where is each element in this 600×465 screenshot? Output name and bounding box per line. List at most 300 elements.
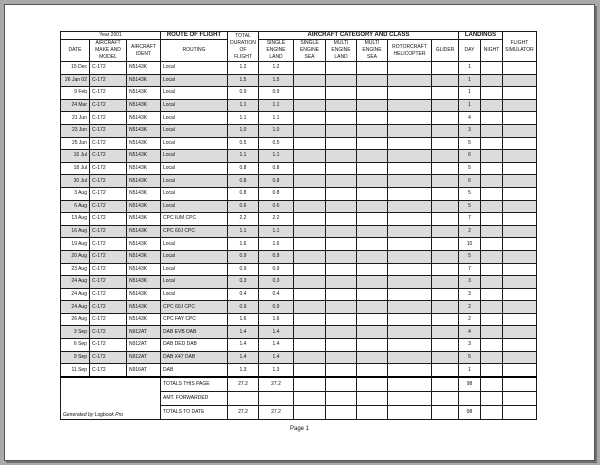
mel-cell: [326, 250, 357, 263]
make-model-cell: C-172: [90, 326, 127, 339]
mes-cell: [357, 351, 388, 364]
routing-cell: Local: [161, 124, 228, 137]
totals-to-date-day: 98: [459, 405, 481, 419]
ses-cell: [294, 162, 326, 175]
sel-cell: 0.8: [259, 162, 294, 175]
simulator-cell: [503, 288, 537, 301]
table-row: [61, 124, 537, 137]
make-model-cell: C-172: [90, 137, 127, 150]
rotorcraft-cell: [388, 162, 432, 175]
make-model-cell: C-172: [90, 339, 127, 352]
blank-cell: [357, 405, 388, 419]
make-model-cell: C-172: [90, 238, 127, 251]
make-model-cell: C-172: [90, 87, 127, 100]
rotorcraft-cell: [388, 326, 432, 339]
routing-cell: Local: [161, 62, 228, 75]
ses-header: SINGLE ENGINE SEA: [294, 40, 326, 62]
table-row: [61, 87, 537, 100]
date-cell: 26 Aug: [61, 313, 90, 326]
table-row: [61, 288, 537, 301]
mes-cell: [357, 187, 388, 200]
night-landings-cell: [481, 200, 503, 213]
duration-cell: 0.6: [228, 200, 259, 213]
mes-cell: [357, 200, 388, 213]
sel-cell: 1.3: [259, 364, 294, 377]
date-cell: 16 Aug: [61, 225, 90, 238]
mes-cell: [357, 288, 388, 301]
night-landings-cell: [481, 339, 503, 352]
routing-cell: Local: [161, 276, 228, 289]
table-row: [61, 162, 537, 175]
date-cell: 3 Aug: [61, 187, 90, 200]
mes-cell: [357, 364, 388, 377]
ses-cell: [294, 150, 326, 163]
simulator-cell: [503, 351, 537, 364]
day-landings-cell: 7: [459, 213, 481, 226]
mel-cell: [326, 162, 357, 175]
table-row: [61, 225, 537, 238]
mes-cell: [357, 326, 388, 339]
ses-cell: [294, 124, 326, 137]
blank-cell: [294, 391, 326, 405]
make-model-cell: C-172: [90, 351, 127, 364]
mes-cell: [357, 301, 388, 314]
make-model-cell: C-172: [90, 162, 127, 175]
sel-cell: 0.6: [259, 200, 294, 213]
rotorcraft-cell: [388, 200, 432, 213]
duration-cell: 1.5: [228, 74, 259, 87]
routing-cell: Local: [161, 74, 228, 87]
routing-cell: Local: [161, 150, 228, 163]
night-landings-cell: [481, 238, 503, 251]
simulator-cell: [503, 276, 537, 289]
glider-cell: [432, 263, 459, 276]
day-header: DAY: [459, 40, 481, 62]
make-model-cell: C-172: [90, 313, 127, 326]
night-landings-cell: [481, 263, 503, 276]
mel-cell: [326, 326, 357, 339]
sel-cell: 0.3: [259, 276, 294, 289]
duration-cell: 0.9: [228, 263, 259, 276]
ident-cell: N5143K: [127, 137, 161, 150]
ident-cell: N916AT: [127, 364, 161, 377]
sel-cell: 1.1: [259, 99, 294, 112]
table-row: [61, 339, 537, 352]
table-row: [61, 351, 537, 364]
day-landings-cell: 3: [459, 124, 481, 137]
glider-cell: [432, 288, 459, 301]
day-landings-cell: 5: [459, 137, 481, 150]
ident-cell: N5143K: [127, 213, 161, 226]
mes-cell: [357, 87, 388, 100]
glider-cell: [432, 112, 459, 125]
day-landings-cell: 6: [459, 175, 481, 188]
date-header: DATE: [61, 40, 90, 62]
make-model-cell: C-172: [90, 301, 127, 314]
rotorcraft-cell: [388, 137, 432, 150]
duration-cell: 0.9: [228, 250, 259, 263]
mel-cell: [326, 276, 357, 289]
glider-cell: [432, 238, 459, 251]
night-landings-cell: [481, 162, 503, 175]
sel-cell: 0.9: [259, 250, 294, 263]
sel-cell: 1.4: [259, 339, 294, 352]
date-cell: 15 Dec: [61, 62, 90, 75]
ses-cell: [294, 351, 326, 364]
day-landings-cell: 4: [459, 112, 481, 125]
blank-cell: [481, 405, 503, 419]
totals-this-page-duration: 27.2: [228, 377, 259, 392]
make-model-cell: C-172: [90, 62, 127, 75]
ses-cell: [294, 175, 326, 188]
glider-cell: [432, 99, 459, 112]
make-model-cell: C-172: [90, 250, 127, 263]
ident-cell: N5143K: [127, 175, 161, 188]
routing-cell: CPC IUM CPC: [161, 213, 228, 226]
glider-cell: [432, 150, 459, 163]
sel-cell: 1.6: [259, 313, 294, 326]
generated-by-note: Generated by Logbook Pro: [61, 377, 161, 420]
glider-cell: [432, 250, 459, 263]
ident-cell: N5143K: [127, 124, 161, 137]
glider-cell: [432, 62, 459, 75]
totals-block: [61, 377, 537, 420]
glider-cell: [432, 364, 459, 377]
blank-cell: [388, 377, 432, 392]
glider-cell: [432, 124, 459, 137]
table-row: [61, 74, 537, 87]
ses-cell: [294, 313, 326, 326]
routing-cell: Local: [161, 250, 228, 263]
night-landings-cell: [481, 276, 503, 289]
night-header: NIGHT: [481, 40, 503, 62]
blank-cell: [503, 405, 537, 419]
night-landings-cell: [481, 326, 503, 339]
mel-cell: [326, 213, 357, 226]
sel-cell: 1.1: [259, 225, 294, 238]
ident-cell: N5143K: [127, 238, 161, 251]
duration-cell: 0.5: [228, 137, 259, 150]
routing-cell: Local: [161, 99, 228, 112]
rotorcraft-cell: [388, 175, 432, 188]
routing-cell: CPC 60J CPC: [161, 301, 228, 314]
duration-cell: 1.0: [228, 124, 259, 137]
ident-cell: N5143K: [127, 276, 161, 289]
routing-cell: Local: [161, 200, 228, 213]
glider-cell: [432, 213, 459, 226]
sel-cell: 1.2: [259, 62, 294, 75]
mes-cell: [357, 99, 388, 112]
rotorcraft-cell: [388, 124, 432, 137]
ident-header: AIRCRAFT IDENT: [127, 40, 161, 62]
mes-cell: [357, 263, 388, 276]
rotorcraft-cell: [388, 187, 432, 200]
blank-cell: [294, 405, 326, 419]
duration-cell: 1.2: [228, 62, 259, 75]
mel-cell: [326, 99, 357, 112]
table-row: [61, 326, 537, 339]
routing-cell: Local: [161, 162, 228, 175]
sel-cell: 1.5: [259, 74, 294, 87]
date-cell: 16 Jul: [61, 150, 90, 163]
make-model-cell: C-172: [90, 175, 127, 188]
day-landings-cell: 5: [459, 250, 481, 263]
night-landings-cell: [481, 150, 503, 163]
make-model-cell: C-172: [90, 288, 127, 301]
ses-cell: [294, 364, 326, 377]
sel-cell: 0.8: [259, 187, 294, 200]
ident-cell: N5143K: [127, 162, 161, 175]
sel-cell: 0.8: [259, 175, 294, 188]
date-cell: 24 Mar: [61, 99, 90, 112]
routing-cell: Local: [161, 187, 228, 200]
make-model-cell: C-172: [90, 187, 127, 200]
night-landings-cell: [481, 250, 503, 263]
night-landings-cell: [481, 225, 503, 238]
table-row: [61, 263, 537, 276]
night-landings-cell: [481, 313, 503, 326]
make-model-cell: C-172: [90, 213, 127, 226]
simulator-cell: [503, 175, 537, 188]
day-landings-cell: 3: [459, 288, 481, 301]
duration-cell: 0.8: [228, 187, 259, 200]
ses-cell: [294, 326, 326, 339]
ident-cell: N5143K: [127, 74, 161, 87]
rotorcraft-cell: [388, 238, 432, 251]
mel-cell: [326, 339, 357, 352]
blank-cell: [481, 391, 503, 405]
mes-cell: [357, 175, 388, 188]
day-landings-cell: 5: [459, 200, 481, 213]
routing-cell: CPC 60J CPC: [161, 225, 228, 238]
simulator-cell: [503, 200, 537, 213]
ident-cell: N5143K: [127, 263, 161, 276]
totals-to-date-duration: 27.2: [228, 405, 259, 419]
date-cell: 26 Jan 02: [61, 74, 90, 87]
rotorcraft-cell: [388, 213, 432, 226]
mel-header: MULTI ENGINE LAND: [326, 40, 357, 62]
routing-cell: CPC FAY CPC: [161, 313, 228, 326]
ident-cell: N5143K: [127, 225, 161, 238]
landings-group-header: LANDINGS: [459, 32, 503, 40]
routing-cell: Local: [161, 112, 228, 125]
simulator-header: FLIGHT SIMULATOR: [503, 32, 537, 62]
rotorcraft-cell: [388, 351, 432, 364]
routing-cell: DAB DED DAB: [161, 339, 228, 352]
table-row: [61, 213, 537, 226]
table-row: [61, 187, 537, 200]
rotorcraft-cell: [388, 339, 432, 352]
rotorcraft-cell: [388, 276, 432, 289]
simulator-cell: [503, 112, 537, 125]
simulator-cell: [503, 263, 537, 276]
mes-cell: [357, 112, 388, 125]
ident-cell: N5143K: [127, 301, 161, 314]
ident-cell: N5143K: [127, 288, 161, 301]
night-landings-cell: [481, 112, 503, 125]
table-row: [61, 200, 537, 213]
blank-cell: [432, 405, 459, 419]
ident-cell: N5143K: [127, 313, 161, 326]
ident-cell: N5143K: [127, 62, 161, 75]
mel-cell: [326, 225, 357, 238]
night-landings-cell: [481, 175, 503, 188]
sel-cell: 1.4: [259, 351, 294, 364]
night-landings-cell: [481, 62, 503, 75]
totals-to-date-sel: 27.2: [259, 405, 294, 419]
ses-cell: [294, 225, 326, 238]
day-landings-cell: 3: [459, 276, 481, 289]
night-landings-cell: [481, 124, 503, 137]
night-landings-cell: [481, 87, 503, 100]
mel-cell: [326, 87, 357, 100]
rotorcraft-cell: [388, 301, 432, 314]
simulator-cell: [503, 150, 537, 163]
routing-cell: Local: [161, 288, 228, 301]
day-landings-cell: 4: [459, 326, 481, 339]
table-row: [61, 112, 537, 125]
mes-cell: [357, 238, 388, 251]
mel-cell: [326, 62, 357, 75]
make-model-cell: C-172: [90, 150, 127, 163]
rotorcraft-cell: [388, 250, 432, 263]
sel-cell: 0.4: [259, 288, 294, 301]
mel-cell: [326, 112, 357, 125]
glider-cell: [432, 351, 459, 364]
day-landings-cell: 1: [459, 74, 481, 87]
mel-cell: [326, 301, 357, 314]
ident-cell: N912AT: [127, 339, 161, 352]
table-row: [61, 99, 537, 112]
mel-cell: [326, 150, 357, 163]
duration-cell: 0.9: [228, 301, 259, 314]
mel-cell: [326, 175, 357, 188]
rotorcraft-cell: [388, 62, 432, 75]
glider-cell: [432, 313, 459, 326]
rotorcraft-cell: [388, 225, 432, 238]
night-landings-cell: [481, 288, 503, 301]
mel-cell: [326, 263, 357, 276]
duration-cell: 1.6: [228, 238, 259, 251]
duration-cell: 0.8: [228, 162, 259, 175]
blank-cell: [326, 391, 357, 405]
mes-cell: [357, 250, 388, 263]
simulator-cell: [503, 225, 537, 238]
day-landings-cell: 3: [459, 339, 481, 352]
blank-cell: [326, 405, 357, 419]
duration-cell: 2.2: [228, 213, 259, 226]
ident-cell: N5143K: [127, 112, 161, 125]
mes-cell: [357, 313, 388, 326]
sel-cell: 2.2: [259, 213, 294, 226]
duration-cell: 1.1: [228, 112, 259, 125]
night-landings-cell: [481, 364, 503, 377]
glider-cell: [432, 87, 459, 100]
blank-cell: [503, 377, 537, 392]
logbook-page: [4, 4, 595, 461]
day-landings-cell: 1: [459, 87, 481, 100]
ses-cell: [294, 74, 326, 87]
blank-cell: [326, 377, 357, 392]
duration-cell: 1.1: [228, 150, 259, 163]
duration-cell: 1.4: [228, 351, 259, 364]
ses-cell: [294, 87, 326, 100]
blank-cell: [228, 391, 259, 405]
mes-cell: [357, 62, 388, 75]
day-landings-cell: 1: [459, 99, 481, 112]
glider-cell: [432, 187, 459, 200]
ses-cell: [294, 213, 326, 226]
duration-cell: 1.1: [228, 225, 259, 238]
routing-cell: Local: [161, 137, 228, 150]
routing-cell: Local: [161, 238, 228, 251]
night-landings-cell: [481, 187, 503, 200]
simulator-cell: [503, 87, 537, 100]
date-cell: 23 Jun: [61, 124, 90, 137]
simulator-cell: [503, 313, 537, 326]
duration-cell: 0.3: [228, 276, 259, 289]
sel-cell: 0.9: [259, 87, 294, 100]
sel-cell: 1.1: [259, 112, 294, 125]
night-landings-cell: [481, 137, 503, 150]
mes-cell: [357, 276, 388, 289]
ses-cell: [294, 301, 326, 314]
category-group-header: AIRCRAFT CATEGORY AND CLASS: [259, 32, 459, 40]
date-cell: 9 Feb: [61, 87, 90, 100]
make-model-cell: C-172: [90, 99, 127, 112]
mes-cell: [357, 213, 388, 226]
glider-header: GLIDER: [432, 40, 459, 62]
mel-cell: [326, 288, 357, 301]
day-landings-cell: 6: [459, 150, 481, 163]
date-cell: 30 Jul: [61, 175, 90, 188]
make-model-cell: C-172: [90, 263, 127, 276]
routing-cell: Local: [161, 175, 228, 188]
blank-cell: [259, 391, 294, 405]
year-header: Year 2001: [61, 32, 161, 40]
ses-cell: [294, 250, 326, 263]
date-cell: 18 Jul: [61, 162, 90, 175]
sel-cell: 1.4: [259, 326, 294, 339]
make-model-cell: C-172: [90, 112, 127, 125]
glider-cell: [432, 339, 459, 352]
mel-cell: [326, 313, 357, 326]
mel-cell: [326, 137, 357, 150]
mes-cell: [357, 162, 388, 175]
night-landings-cell: [481, 351, 503, 364]
ident-cell: N5143K: [127, 187, 161, 200]
ident-cell: N5143K: [127, 200, 161, 213]
rotorcraft-cell: [388, 364, 432, 377]
table-row: [61, 250, 537, 263]
blank-cell: [503, 391, 537, 405]
day-landings-cell: 5: [459, 351, 481, 364]
ses-cell: [294, 187, 326, 200]
totals-this-page-day: 98: [459, 377, 481, 392]
date-cell: 9 Sep: [61, 351, 90, 364]
table-row: [61, 150, 537, 163]
night-landings-cell: [481, 74, 503, 87]
ses-cell: [294, 200, 326, 213]
blank-cell: [388, 391, 432, 405]
make-model-cell: C-172: [90, 74, 127, 87]
rotorcraft-cell: [388, 87, 432, 100]
mel-cell: [326, 187, 357, 200]
simulator-cell: [503, 213, 537, 226]
glider-cell: [432, 326, 459, 339]
make-model-cell: C-172: [90, 276, 127, 289]
sel-cell: 1.6: [259, 238, 294, 251]
